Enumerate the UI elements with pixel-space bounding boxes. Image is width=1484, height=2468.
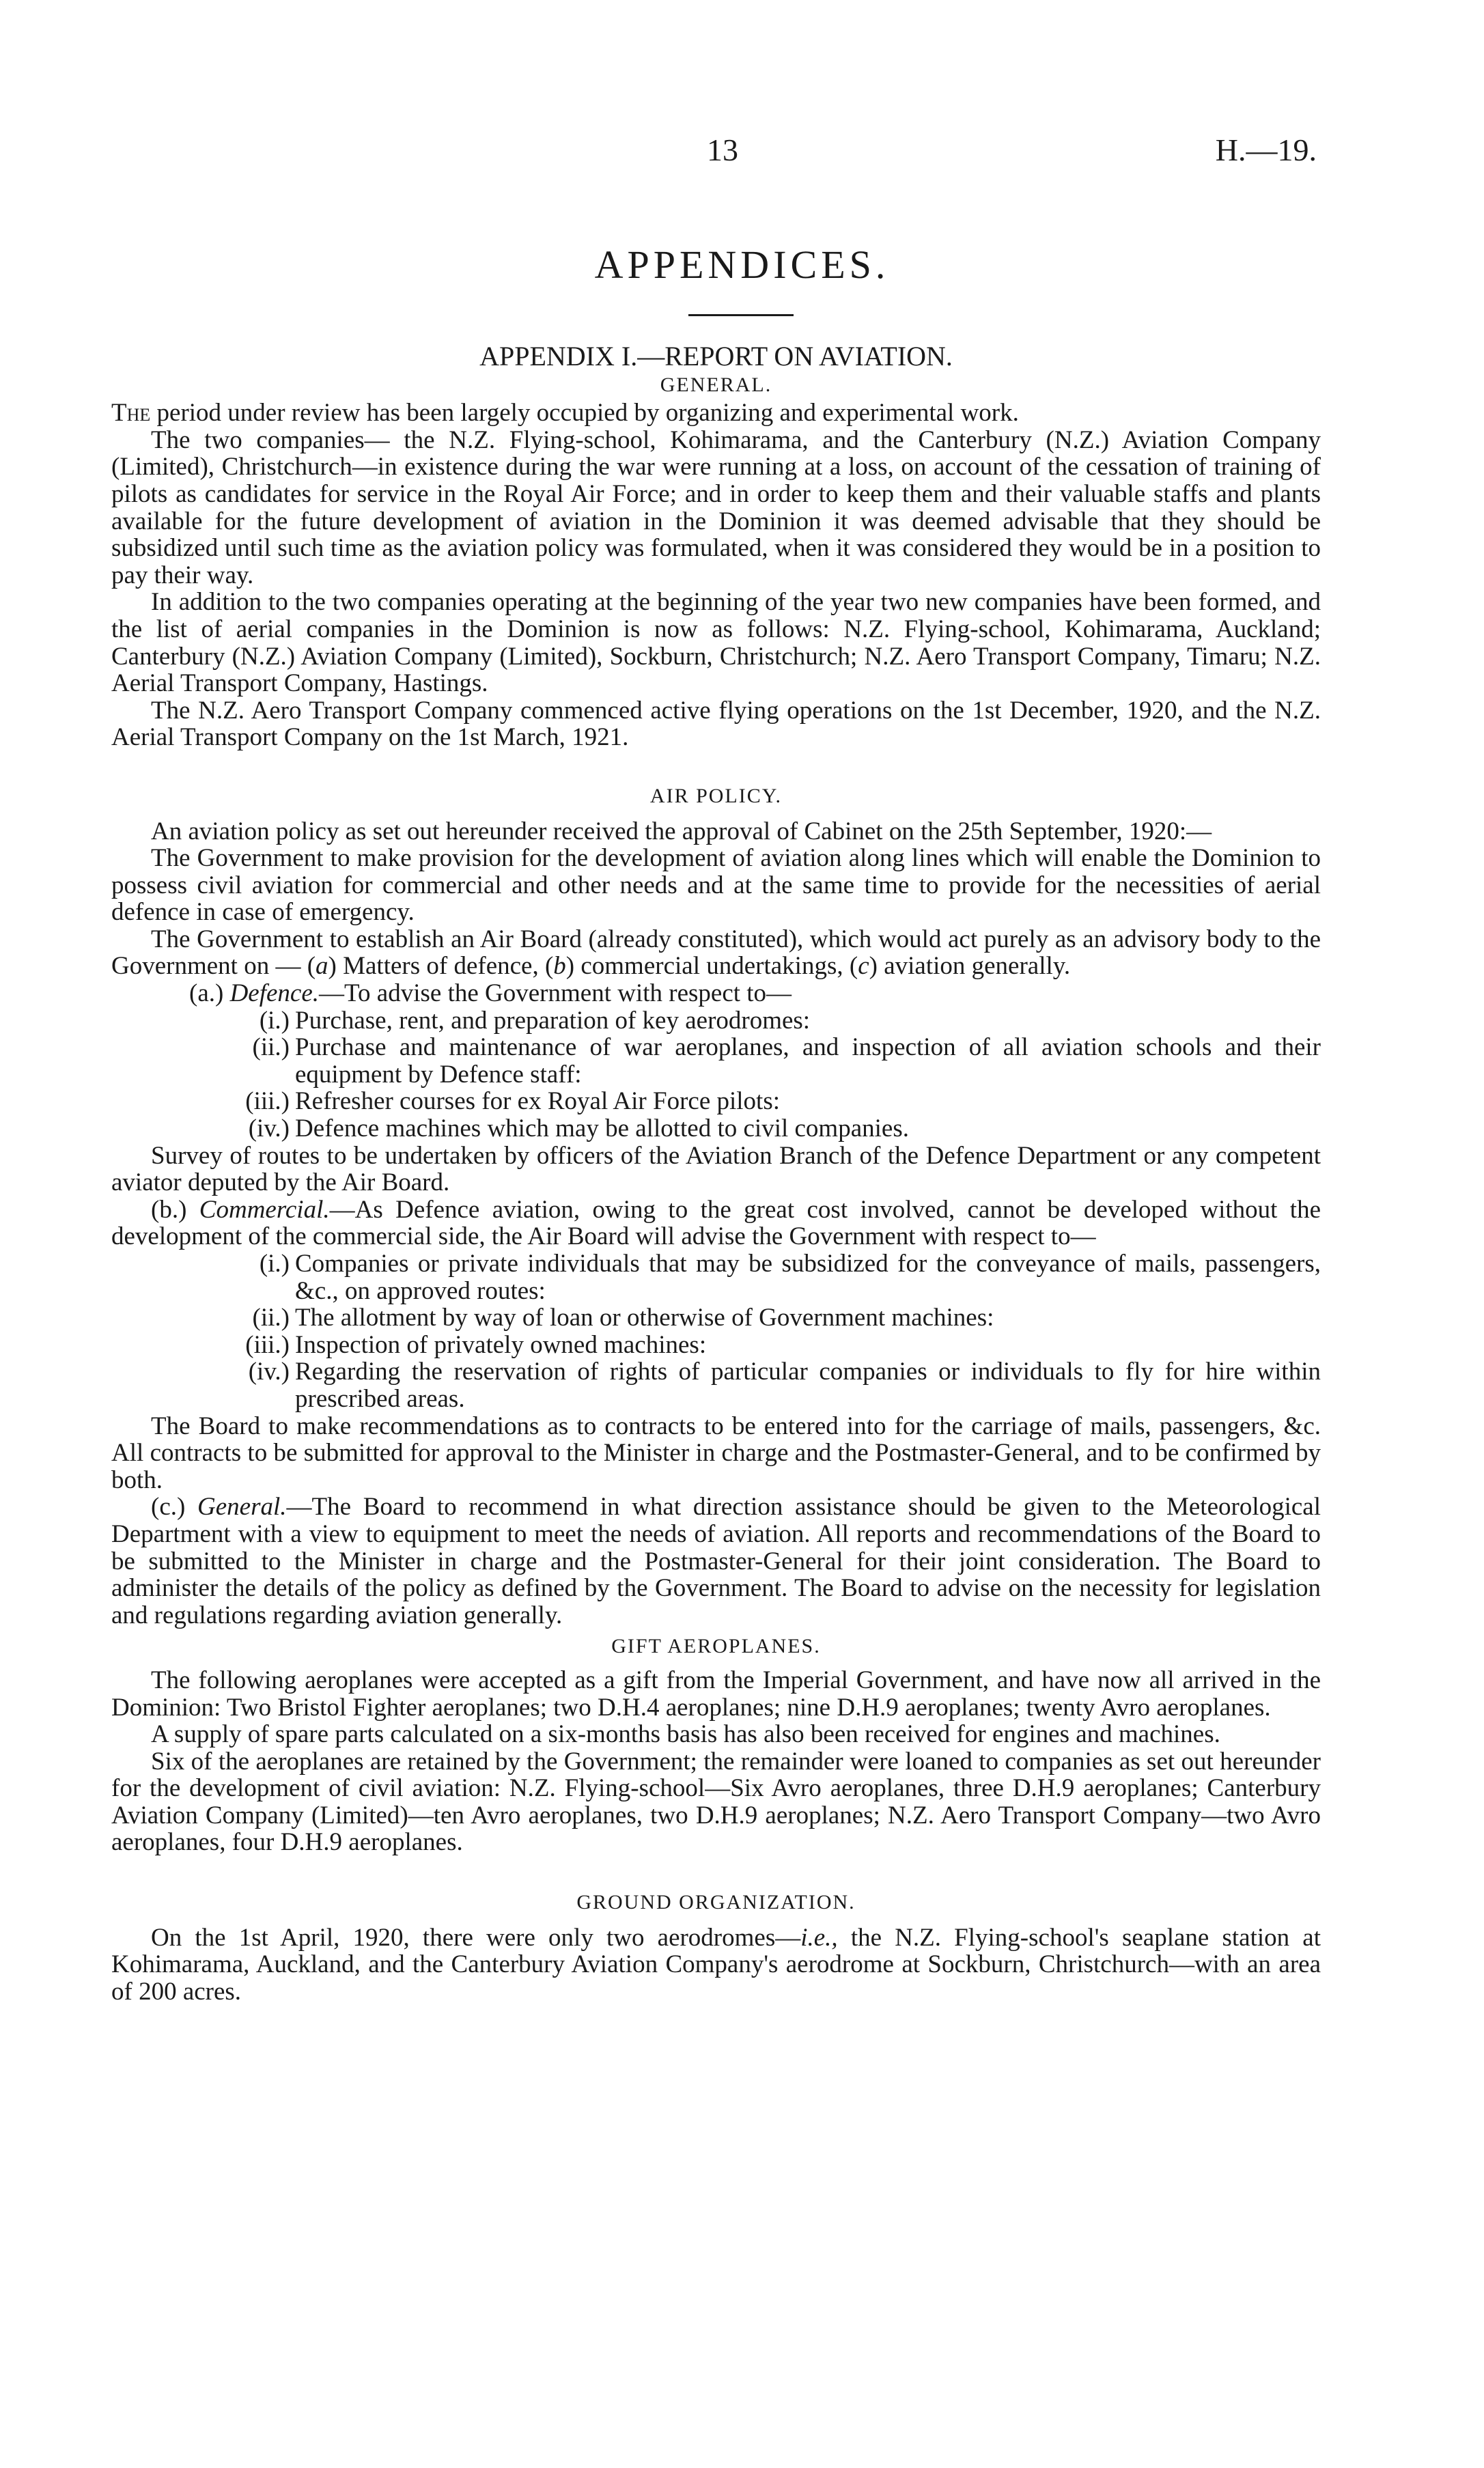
general-paragraph-4: The N.Z. Aero Transport Company commenced active flying operations on the 1st December, 1920, and the N.Z. Aerial Transport Company on the 1st March, 1921. (111, 696, 1321, 752)
list-item (111, 1034, 1321, 1088)
air-policy-paragraph-2: The Government to make provision for the development of aviation along lines which will enable the Dominion to possess civil aviation for commercial and other needs and at the same time to provide for the necessities of aerial defence in case of emergency. (111, 844, 1321, 927)
general-paragraph-3: In addition to the two companies operating at the beginning of the year two new companies have been formed, and the list of aerial companies in the Dominion is now as follows: N.Z. Flying-school, Kohimarama, Auckland; Canterbury (N.Z.) Aviation Company (Limited), Sockburn, Christchurch; N.Z. Aero Transport Company, Timaru; N.Z. Aerial Transport Company, Hastings. (111, 588, 1321, 698)
list-item-text: The allotment by way of loan or otherwise of Government machines: (295, 1304, 994, 1332)
list-item (111, 1358, 1321, 1412)
list-item-label: (ii.) (252, 1304, 290, 1332)
survey-paragraph: Survey of routes to be undertaken by officers of the Aviation Branch of the Defence Department or any competent aviator deputed by the Air Board. (111, 1141, 1321, 1197)
section-heading-gift-aeroplanes: GIFT AEROPLANES. (611, 1635, 821, 1658)
commercial-list (111, 1250, 1321, 1413)
list-item-text: Purchase, rent, and preparation of key aerodromes: (295, 1006, 811, 1035)
list-item-text: Refresher courses for ex Royal Air Force pilots: (295, 1087, 781, 1116)
list-item-label: (i.) (259, 1006, 290, 1035)
list-item (111, 1332, 1321, 1359)
list-item-label: (iii.) (245, 1330, 290, 1359)
lead-word: The (111, 399, 151, 427)
list-item-text: Companies or private individuals that may be subsidized for the conveyance of mails, passengers, &c., on approved routes: (295, 1250, 1321, 1305)
list-item-label: (iv.) (248, 1114, 290, 1143)
title-rule (688, 314, 794, 316)
list-item (111, 1304, 1321, 1332)
list-item-text: Regarding the reservation of rights of particular companies or individuals to fly for hire within prescribed areas. (295, 1358, 1321, 1413)
list-item (111, 1115, 1321, 1142)
general-paragraph-1: The period under review has been largely occupied by organizing and experimental work. (111, 399, 1019, 427)
gift-paragraph-1: The following aeroplanes were accepted as a gift from the Imperial Government, and have now all arrived in the Dominion: Two Bristol Fighter aeroplanes; two D.H.4 aeroplanes; nine D.H.9 aeroplanes; twenty Avro aeroplanes. (111, 1666, 1321, 1722)
air-policy-paragraph-3: The Government to establish an Air Board (already constituted), which would act purely as an advisory body to the Government on — (a) Matters of defence, (b) commercial undertakings, (c) aviation generally. (111, 925, 1321, 981)
list-item-label: (iii.) (245, 1087, 290, 1116)
air-policy-paragraph-1: An aviation policy as set out hereunder received the approval of Cabinet on the 25th September, 1920:— (151, 817, 1212, 845)
section-heading-air-policy: AIR POLICY. (649, 784, 783, 807)
list-item-label: (i.) (259, 1250, 290, 1278)
list-item-label: (ii.) (252, 1033, 290, 1062)
defence-list (111, 1007, 1321, 1142)
list-item (111, 1007, 1321, 1035)
gift-paragraph-2: A supply of spare parts calculated on a six-months basis has also been received for engines and machines. (151, 1720, 1220, 1749)
list-item-text: Inspection of privately owned machines: (295, 1330, 707, 1359)
general-clause: (c.) General.—The Board to recommend in what direction assistance should be given to the Meteorological Department with a view to equipment to meet the needs of aviation. All reports and recommendations of the Board to be submitted to the Minister in charge and the Postmaster-General for their joint consideration. The Board to administer the details of the policy as defined by the Government. The Board to advise on the necessity for legislation and regulations regarding aviation generally. (111, 1493, 1321, 1629)
list-item (111, 1088, 1321, 1115)
defence-clause: (a.) Defence.—To advise the Government with respect to— (189, 979, 792, 1008)
appendix-title: APPENDIX I.—REPORT ON AVIATION. (479, 341, 953, 371)
ground-paragraph-1: On the 1st April, 1920, there were only two aerodromes—i.e., the N.Z. Flying-school's seaplane station at Kohimarama, Auckland, and the Canterbury Aviation Company's aerodrome at Sockburn, Christchurch—with an area of 200 acres. (111, 1923, 1321, 2006)
document-body (111, 343, 1321, 2005)
document-reference: H.—19. (1215, 132, 1317, 167)
board-paragraph: The Board to make recommendations as to contracts to be entered into for the carriage of mails, passengers, &c. All contracts to be submitted for approval to the Minister in charge and the Postmaster-General, and to be confirmed by both. (111, 1412, 1321, 1494)
list-item-text: Purchase and maintenance of war aeroplanes, and inspection of all aviation schools and their equipment by Defence staff: (295, 1033, 1321, 1089)
general-paragraph-2: The two companies— the N.Z. Flying-school, Kohimarama, and the Canterbury (N.Z.) Aviation Company (Limited), Christchurch—in existence during the war were running at a loss, on account of the cessation of training of pilots as candidates for service in the Royal Air Force; and in order to keep them and their valuable staffs and plants available for the future development of aviation in the Dominion it was deemed advisable that they should be subsidized until such time as the aviation policy was formulated, when it was considered they would be in a position to pay their way. (111, 425, 1321, 589)
gift-paragraph-3: Six of the aeroplanes are retained by the Government; the remainder were loaned to companies as set out hereunder for the development of civil aviation: N.Z. Flying-school—Six Avro aeroplanes, three D.H.9 aeroplanes; Canterbury Aviation Company (Limited)—ten Avro aeroplanes, two D.H.9 aeroplanes; N.Z. Aero Transport Company—two Avro aeroplanes, four D.H.9 aeroplanes. (111, 1747, 1321, 1857)
section-heading-general: GENERAL. (660, 373, 772, 396)
list-item (111, 1250, 1321, 1304)
list-item-text: Defence machines which may be allotted to civil companies. (295, 1114, 909, 1143)
commercial-clause: (b.) Commercial.—As Defence aviation, owing to the great cost involved, cannot be developed without the development of the commercial side, the Air Board will advise the Government with respect to— (111, 1195, 1321, 1251)
section-heading-ground-organization: GROUND ORGANIZATION. (576, 1891, 856, 1914)
page-title: APPENDICES. (594, 242, 890, 287)
list-item-label: (iv.) (248, 1358, 290, 1386)
page-number: 13 (707, 132, 738, 167)
